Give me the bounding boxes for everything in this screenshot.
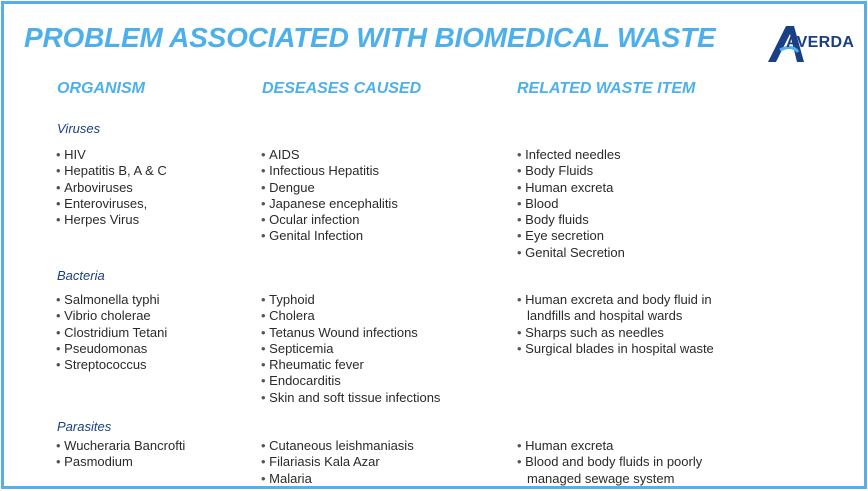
list-item: • Clostridium Tetani <box>56 325 167 341</box>
page-title: PROBLEM ASSOCIATED WITH BIOMEDICAL WASTE <box>24 22 716 53</box>
list-item: • Body fluids <box>517 212 625 228</box>
list-item: • Human excreta <box>517 438 737 454</box>
column-header-diseases: DESEASES CAUSED <box>262 80 422 97</box>
list-item: • Surgical blades in hospital waste <box>517 341 737 357</box>
list-item: • Rheumatic fever <box>261 357 440 373</box>
viruses-waste-list <box>517 147 625 261</box>
list-item: • Human excreta <box>517 180 625 196</box>
list-item: • Streptococcus <box>56 357 167 373</box>
list-item: • Blood and body fluids in poorly managed sewage system <box>517 454 737 487</box>
list-item: • Sharps such as needles <box>517 325 737 341</box>
list-item: • Typhoid <box>261 292 440 308</box>
list-item: • Malaria <box>261 471 414 487</box>
list-item: • Septicemia <box>261 341 440 357</box>
list-item: • Genital Infection <box>261 228 398 244</box>
slide <box>1 1 867 489</box>
list-item: • Filariasis Kala Azar <box>261 454 414 470</box>
list-item: • Arboviruses <box>56 180 167 196</box>
list-item: • Infected needles <box>517 147 625 163</box>
list-item: • Pseudomonas <box>56 341 167 357</box>
list-item: • Skin and soft tissue infections <box>261 390 440 406</box>
list-item: • Pasmodium <box>56 454 185 470</box>
parasites-organism-list <box>56 438 185 471</box>
list-item: • Human excreta and body fluid in landfills and hospital wards <box>517 292 737 325</box>
list-item: • Cutaneous leishmaniasis <box>261 438 414 454</box>
list-item: • Blood <box>517 196 625 212</box>
list-item: • Hepatitis B, A & C <box>56 163 167 179</box>
bacteria-waste-list <box>517 292 737 357</box>
list-item: • Cholera <box>261 308 440 324</box>
list-item: • HIV <box>56 147 167 163</box>
column-header-waste: RELATED WASTE ITEM <box>517 80 696 97</box>
averda-logo <box>764 22 860 72</box>
section-label-parasites: Parasites <box>57 419 112 434</box>
bacteria-organism-list <box>56 292 167 373</box>
list-item: • Eye secretion <box>517 228 625 244</box>
list-item: • Dengue <box>261 180 398 196</box>
parasites-waste-list <box>517 438 737 487</box>
list-item: • Tetanus Wound infections <box>261 325 440 341</box>
list-item: • Vibrio cholerae <box>56 308 167 324</box>
column-header-organism: ORGANISM <box>57 80 145 97</box>
parasites-disease-list <box>261 438 414 487</box>
list-item: • Japanese encephalitis <box>261 196 398 212</box>
section-label-bacteria: Bacteria <box>57 268 105 283</box>
list-item: • Wucheraria Bancrofti <box>56 438 185 454</box>
list-item: • Body Fluids <box>517 163 625 179</box>
list-item: • Ocular infection <box>261 212 398 228</box>
list-item: • Enteroviruses, <box>56 196 167 212</box>
list-item: • Infectious Hepatitis <box>261 163 398 179</box>
list-item: • Herpes Virus <box>56 212 167 228</box>
list-item: • AIDS <box>261 147 398 163</box>
list-item: • Endocarditis <box>261 373 440 389</box>
viruses-organism-list <box>56 147 167 228</box>
logo-text: AVERDA <box>786 34 855 51</box>
section-label-viruses: Viruses <box>57 121 101 136</box>
viruses-disease-list <box>261 147 398 245</box>
bacteria-disease-list <box>261 292 440 406</box>
list-item: • Salmonella typhi <box>56 292 167 308</box>
list-item: • Genital Secretion <box>517 245 625 261</box>
